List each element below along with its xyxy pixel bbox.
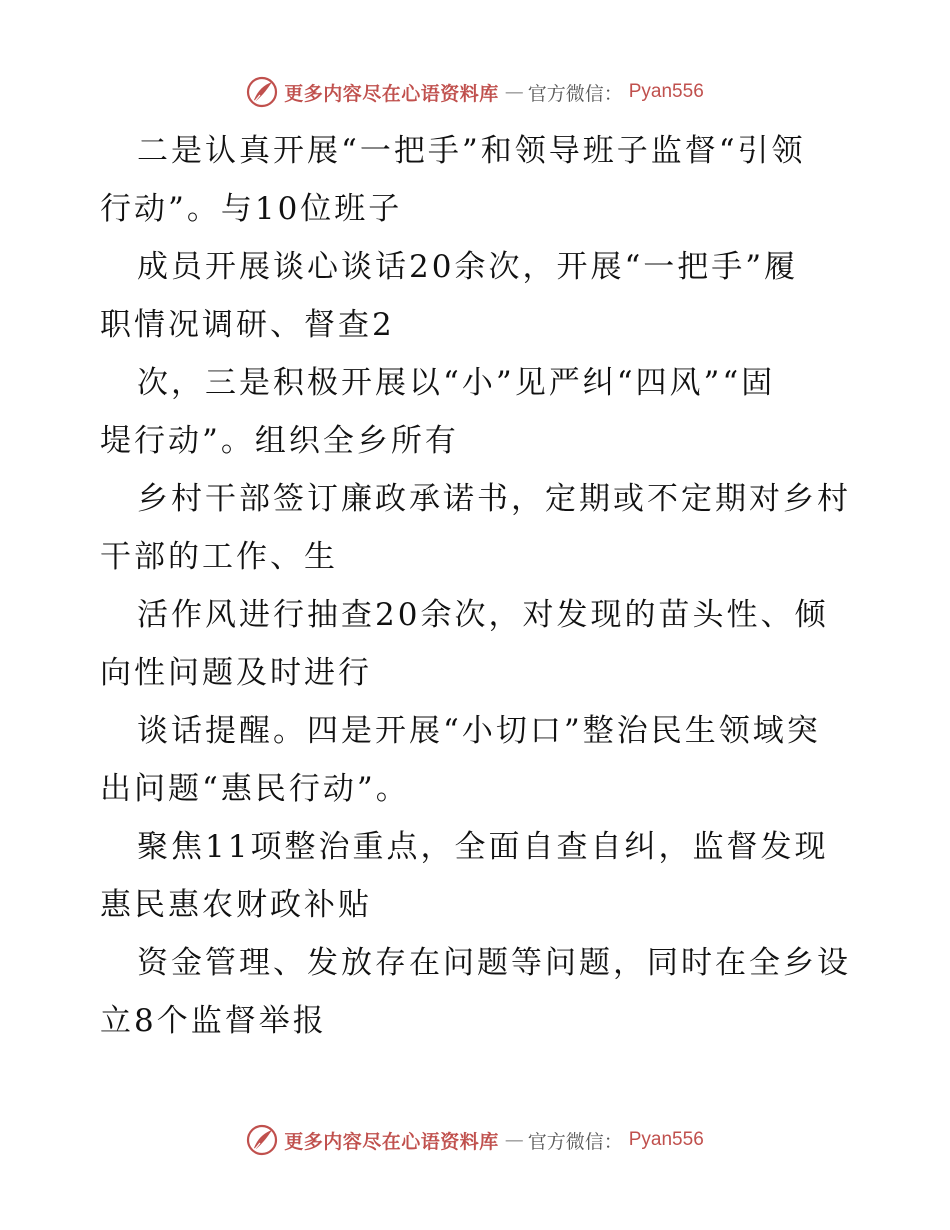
watermark-brand-text: 更多内容尽在心语资料库 [284,1130,499,1153]
watermark-separator: — [504,1129,522,1151]
text-line: 活作风进行抽查20余次，对发现的苗头性、倾 [137,597,829,633]
text-line: 成员开展谈心谈话20余次，开展“一把手”履 [137,249,799,285]
text-line: 乡村干部签订廉政承诺书，定期或不定期对乡村 [137,481,851,517]
footer-watermark [0,1120,950,1160]
watermark-wechat-label: 官方微信： [527,82,623,105]
text-line: 二是认真开展“一把手”和领导班子监督“引领 [137,133,806,169]
header-watermark [0,72,950,112]
watermark-separator: — [504,81,522,103]
watermark-wechat-label: 官方微信： [527,1130,623,1153]
text-line: 向性问题及时进行 [100,655,372,691]
feather-pen-icon [246,1124,278,1156]
text-line: 立8个监督举报 [100,1003,327,1039]
text-line: 资金管理、发放存在问题等问题，同时在全乡设 [137,945,851,981]
document-body [100,122,860,1050]
text-line: 聚焦11项整治重点，全面自查自纠，监督发现 [137,829,829,865]
text-line: 出问题“惠民行动”。 [100,771,410,807]
text-line: 职情况调研、督查2 [100,307,395,343]
text-line: 堤行动”。组织全乡所有 [100,423,459,459]
text-line: 谈话提醒。四是开展“小切口”整治民生领域突 [137,713,821,749]
text-line: 行动”。与10位班子 [100,191,403,227]
text-line: 干部的工作、生 [100,539,338,575]
watermark-brand-text: 更多内容尽在心语资料库 [284,82,499,105]
watermark-wechat-id: Pyan556 [628,81,704,102]
feather-pen-icon [246,76,278,108]
text-line: 惠民惠农财政补贴 [100,887,372,923]
watermark-wechat-id: Pyan556 [628,1129,704,1150]
text-line: 次，三是积极开展以“小”见严纠“四风”“固 [137,365,776,401]
